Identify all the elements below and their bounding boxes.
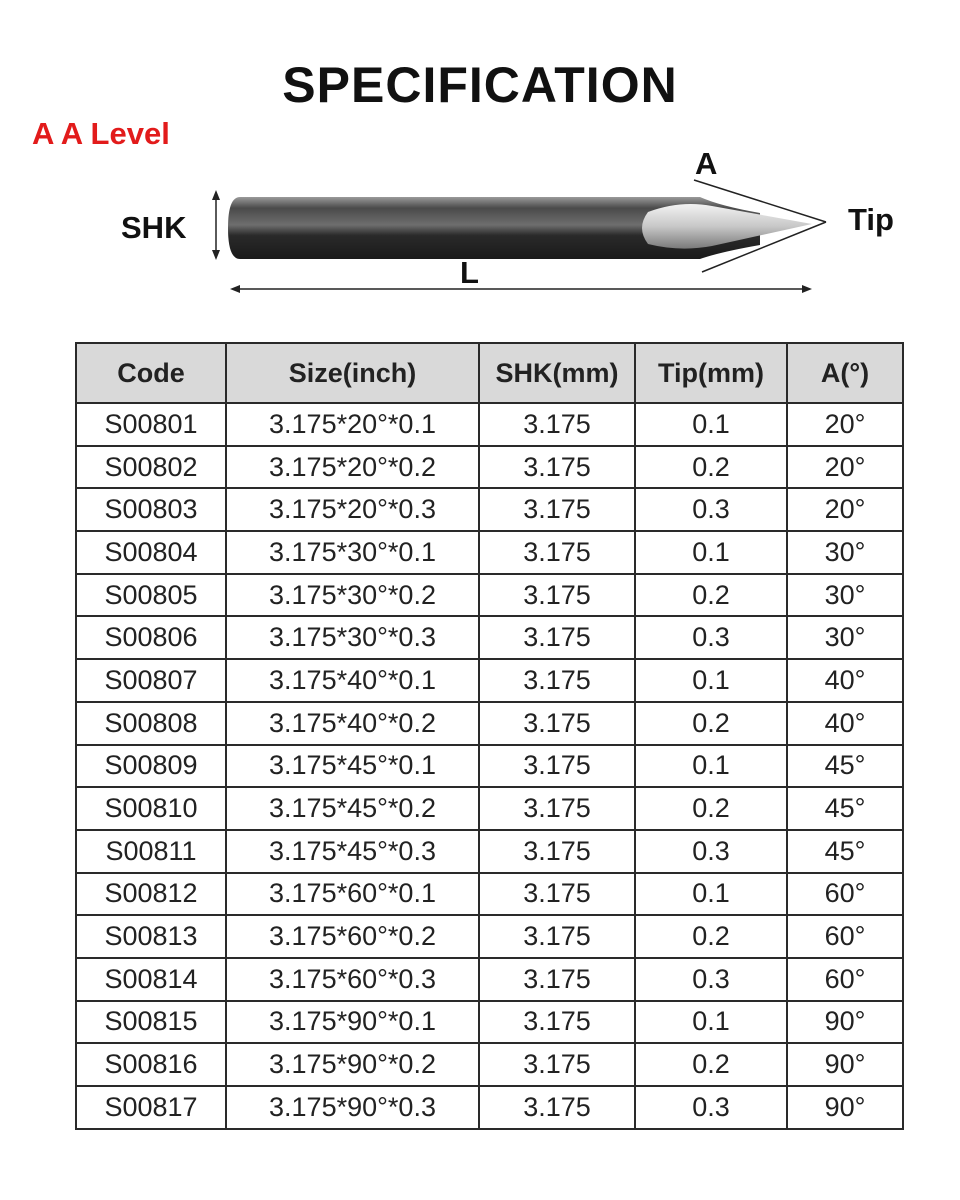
- size-cell: 3.175*30°*0.3: [226, 616, 479, 659]
- table-row: [76, 745, 903, 788]
- size-cell: 3.175*20°*0.3: [226, 488, 479, 531]
- table-row: [76, 1086, 903, 1129]
- tip-cell: 0.1: [635, 745, 787, 788]
- angle-cell: 90°: [787, 1001, 903, 1044]
- angle-cell: 45°: [787, 830, 903, 873]
- size-cell: 3.175*60°*0.1: [226, 873, 479, 916]
- size-cell: 3.175*30°*0.2: [226, 574, 479, 617]
- angle-cell: 30°: [787, 531, 903, 574]
- shk-cell: 3.175: [479, 745, 635, 788]
- angle-cell: 60°: [787, 958, 903, 1001]
- code-cell: S00801: [76, 403, 226, 446]
- size-cell: 3.175*90°*0.3: [226, 1086, 479, 1129]
- code-cell: S00808: [76, 702, 226, 745]
- tip-cell: 0.2: [635, 1043, 787, 1086]
- engraving-bit-diagram: [0, 0, 960, 320]
- specification-table: [75, 342, 904, 1130]
- size-cell: 3.175*45°*0.2: [226, 787, 479, 830]
- size-cell: 3.175*30°*0.1: [226, 531, 479, 574]
- table-row: [76, 488, 903, 531]
- tip-cell: 0.2: [635, 787, 787, 830]
- table-row: [76, 574, 903, 617]
- table-row: [76, 616, 903, 659]
- tip-cell: 0.3: [635, 830, 787, 873]
- tip-label: Tip: [848, 202, 894, 237]
- header-tip: Tip(mm): [635, 343, 787, 403]
- code-cell: S00811: [76, 830, 226, 873]
- table-row: [76, 446, 903, 489]
- code-cell: S00810: [76, 787, 226, 830]
- page-title: SPECIFICATION: [282, 57, 678, 113]
- code-cell: S00814: [76, 958, 226, 1001]
- shk-cell: 3.175: [479, 958, 635, 1001]
- angle-cell: 90°: [787, 1086, 903, 1129]
- tip-cell: 0.1: [635, 659, 787, 702]
- shk-cell: 3.175: [479, 446, 635, 489]
- table-header-row: [76, 343, 903, 403]
- header-shk: SHK(mm): [479, 343, 635, 403]
- shk-cell: 3.175: [479, 659, 635, 702]
- code-cell: S00802: [76, 446, 226, 489]
- code-cell: S00813: [76, 915, 226, 958]
- angle-cell: 45°: [787, 787, 903, 830]
- angle-cell: 20°: [787, 488, 903, 531]
- shk-cell: 3.175: [479, 1043, 635, 1086]
- angle-cell: 40°: [787, 702, 903, 745]
- code-cell: S00805: [76, 574, 226, 617]
- shk-cell: 3.175: [479, 915, 635, 958]
- table-row: [76, 787, 903, 830]
- code-cell: S00816: [76, 1043, 226, 1086]
- size-cell: 3.175*20°*0.2: [226, 446, 479, 489]
- table-row: [76, 915, 903, 958]
- table-row: [76, 1001, 903, 1044]
- size-cell: 3.175*20°*0.1: [226, 403, 479, 446]
- shk-cell: 3.175: [479, 574, 635, 617]
- shk-cell: 3.175: [479, 702, 635, 745]
- code-cell: S00803: [76, 488, 226, 531]
- shk-cell: 3.175: [479, 1001, 635, 1044]
- angle-cell: 20°: [787, 403, 903, 446]
- code-cell: S00812: [76, 873, 226, 916]
- table-row: [76, 873, 903, 916]
- size-cell: 3.175*40°*0.2: [226, 702, 479, 745]
- table-row: [76, 659, 903, 702]
- size-cell: 3.175*45°*0.3: [226, 830, 479, 873]
- shk-cell: 3.175: [479, 531, 635, 574]
- tip-cell: 0.3: [635, 488, 787, 531]
- size-cell: 3.175*60°*0.3: [226, 958, 479, 1001]
- angle-cell: 90°: [787, 1043, 903, 1086]
- tip-cell: 0.1: [635, 531, 787, 574]
- tip-cell: 0.1: [635, 403, 787, 446]
- tip-cell: 0.2: [635, 574, 787, 617]
- header-size: Size(inch): [226, 343, 479, 403]
- angle-cell: 60°: [787, 915, 903, 958]
- tip-cell: 0.3: [635, 1086, 787, 1129]
- shk-label: SHK: [121, 210, 187, 245]
- angle-cell: 20°: [787, 446, 903, 489]
- shk-cell: 3.175: [479, 488, 635, 531]
- code-cell: S00815: [76, 1001, 226, 1044]
- size-cell: 3.175*45°*0.1: [226, 745, 479, 788]
- tip-cell: 0.1: [635, 873, 787, 916]
- tip-cell: 0.2: [635, 915, 787, 958]
- table-row: [76, 958, 903, 1001]
- code-cell: S00806: [76, 616, 226, 659]
- tip-cell: 0.3: [635, 958, 787, 1001]
- shk-cell: 3.175: [479, 616, 635, 659]
- tip-cell: 0.2: [635, 446, 787, 489]
- angle-cell: 40°: [787, 659, 903, 702]
- code-cell: S00807: [76, 659, 226, 702]
- tip-cell: 0.3: [635, 616, 787, 659]
- size-cell: 3.175*60°*0.2: [226, 915, 479, 958]
- angle-cell: 45°: [787, 745, 903, 788]
- table-row: [76, 403, 903, 446]
- size-cell: 3.175*40°*0.1: [226, 659, 479, 702]
- shk-cell: 3.175: [479, 403, 635, 446]
- size-cell: 3.175*90°*0.1: [226, 1001, 479, 1044]
- header-angle: A(°): [787, 343, 903, 403]
- angle-cell: 30°: [787, 616, 903, 659]
- shk-cell: 3.175: [479, 1086, 635, 1129]
- header-code: Code: [76, 343, 226, 403]
- table-row: [76, 1043, 903, 1086]
- code-cell: S00809: [76, 745, 226, 788]
- table-row: [76, 531, 903, 574]
- tip-cell: 0.1: [635, 1001, 787, 1044]
- code-cell: S00817: [76, 1086, 226, 1129]
- shk-cell: 3.175: [479, 830, 635, 873]
- tip-cell: 0.2: [635, 702, 787, 745]
- length-label: L: [460, 255, 479, 290]
- bit-tip: [642, 204, 812, 249]
- shk-cell: 3.175: [479, 873, 635, 916]
- table-row: [76, 830, 903, 873]
- angle-cell: 30°: [787, 574, 903, 617]
- angle-cell: 60°: [787, 873, 903, 916]
- code-cell: S00804: [76, 531, 226, 574]
- shk-cell: 3.175: [479, 787, 635, 830]
- size-cell: 3.175*90°*0.2: [226, 1043, 479, 1086]
- angle-a-label: A: [695, 146, 718, 181]
- table-row: [76, 702, 903, 745]
- level-label: A A Level: [32, 116, 170, 151]
